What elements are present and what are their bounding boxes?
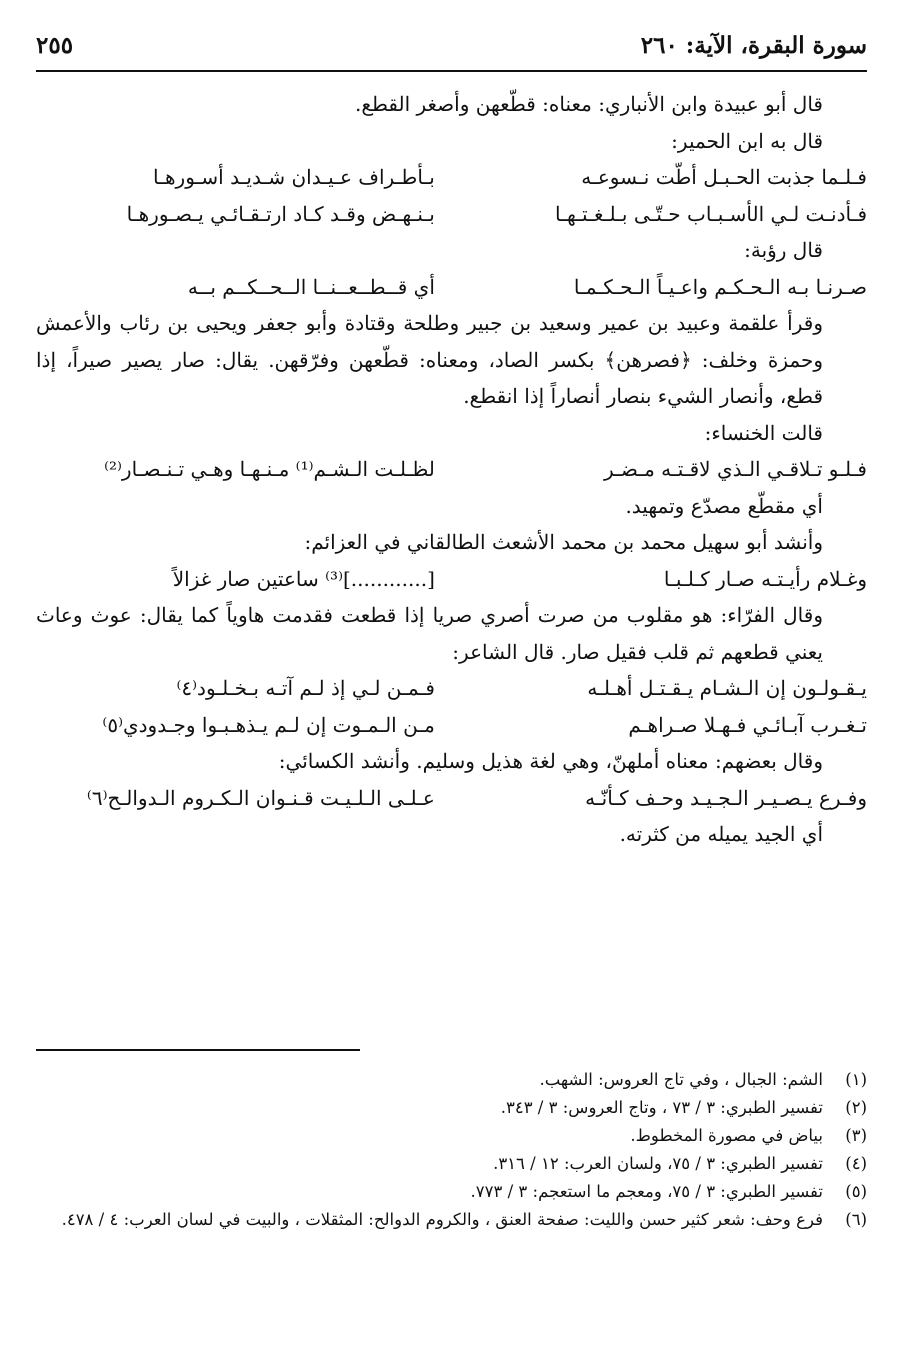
footnote-number: (١) xyxy=(845,1070,867,1089)
verse-line xyxy=(36,196,867,233)
paragraph: أي الجيد يميله من كثرته. xyxy=(619,822,823,846)
verse-line xyxy=(36,780,867,817)
verse-first-hemistich: فـأدنـت لـي الأسـبـاب حـتّـى بـلـغـتـهـا xyxy=(555,201,867,226)
paragraph: وأنشد أبو سهيل محمد بن محمد الأشعث الطالقاني في العزائم: xyxy=(304,530,823,554)
verse-line xyxy=(36,451,867,488)
footnote-text: تفسير الطبري: ٣ / ٧٣ ، وتاج العروس: ٣ / ٣٤٣. xyxy=(500,1098,823,1117)
verse-second-hemistich: أي قــطــعــنــا الــحــكــم بــه xyxy=(187,274,435,299)
paragraph: قال به ابن الحمير: xyxy=(671,128,823,153)
footnote xyxy=(36,1066,867,1094)
verse-first-hemistich: تـغـرب آبـائـي فـهـلا صـراهـم xyxy=(628,712,867,737)
verse-first-hemistich: وغـلام رأيـتـه صـار كـلـبـا xyxy=(663,566,867,591)
verse-first-hemistich: يـقـولـون إن الـشـام يـقـتـل أهـلـه xyxy=(587,676,867,700)
main-text xyxy=(36,86,867,853)
footnote-number: (٦) xyxy=(845,1210,867,1229)
verse-line xyxy=(36,707,867,744)
verse-line xyxy=(36,159,867,196)
verse-line xyxy=(36,269,867,306)
verse-second-hemistich: بـأطـراف عـيـدان شـديـد أسـورهـا xyxy=(153,165,435,189)
verse-second-hemistich: [............]⁽³⁾ ساعتين صار غزالاً xyxy=(172,566,435,591)
footnote-text: الشم: الجبال ، وفي تاج العروس: الشهب. xyxy=(539,1070,823,1089)
verse-second-hemistich: عـلـى الـلـيـت قـنـوان الـكـروم الـدوالـح⁽٦⁾ xyxy=(86,785,435,810)
verse-second-hemistich: فـمـن لـي إذ لـم آتـه بـخـلـود⁽٤⁾ xyxy=(176,676,435,700)
footnote xyxy=(36,1150,867,1178)
footnote-text: فرع وحف: شعر كثير حسن والليت: صفحة العنق ، والكروم الدوالح: المثقلات ، والبيت في لسان العرب: ٤ / ٤٧٨. xyxy=(61,1210,823,1229)
verse-line xyxy=(36,670,867,707)
footnote xyxy=(36,1178,867,1206)
verse-line xyxy=(36,561,867,598)
footnote-number: (٢) xyxy=(845,1098,867,1117)
footnote-divider xyxy=(36,1049,360,1051)
verse-first-hemistich: فـلـما جذبت الحـبـل أطّت نـسوعـه xyxy=(581,165,867,189)
footnote-number: (٤) xyxy=(845,1154,867,1173)
paragraph: وقرأ علقمة وعبيد بن عمير وسعيد بن جبير وطلحة وقتادة وأبو جعفر ويحيى بن رئاب والأعمش وحمزة وخلف: ﴿فصرهن﴾ بكسر الصاد، ومعناه: قطّعهن وفرّقهن. يقال: صار يصير صيراً، إذا قطع، وأنصار الشيء بنصار أنصاراً إذا انقطع. xyxy=(36,311,823,408)
footnote-text: بياض في مصورة المخطوط. xyxy=(630,1126,823,1145)
footnote xyxy=(36,1206,867,1234)
verse-first-hemistich: وفـرع يـصـيـر الـجـيـد وحـف كـأنّـه xyxy=(585,785,867,810)
paragraph: قال رؤبة: xyxy=(744,238,823,262)
paragraph: قال أبو عبيدة وابن الأنباري: معناه: قطّعهن وأصغر القطع. xyxy=(354,92,823,116)
header-title: سورة البقرة، الآية: ٢٦٠ xyxy=(640,32,867,59)
verse-first-hemistich: فـلـو تـلاقـي الـذي لاقـتـه مـضـر xyxy=(603,457,867,481)
verse-first-hemistich: صـرنـا بـه الـحـكـم واعـيـاً الـحـكـمـا xyxy=(573,274,867,299)
verse-second-hemistich: مـن الـمـوت إن لـم يـذهـبـوا وجـدودي⁽٥⁾ xyxy=(102,712,435,737)
verse-second-hemistich: بـنـهـض وقـد كـاد ارتـقـائـي يـصـورهـا xyxy=(126,201,435,226)
paragraph: قالت الخنساء: xyxy=(704,420,823,445)
footnote-text: تفسير الطبري: ٣ / ٧٥، ومعجم ما استعجم: ٣ / ٧٧٣. xyxy=(470,1182,823,1201)
paragraph: وقال الفرّاء: هو مقلوب من صرت أصري صريا إذا قطعت فقدمت هاوياً كما يقال: عوث وعاث يعني قطعهم ثم قلب فقيل صار. قال الشاعر: xyxy=(36,603,823,664)
footnote-number: (٣) xyxy=(845,1126,867,1145)
paragraph: أي مقطّع مصدّع وتمهيد. xyxy=(625,493,823,518)
footnote xyxy=(36,1094,867,1122)
footnote xyxy=(36,1122,867,1150)
page-number: ٢٥٥ xyxy=(36,32,74,59)
footnote-text: تفسير الطبري: ٣ / ٧٥، ولسان العرب: ١٢ / ٣١٦. xyxy=(493,1154,823,1173)
running-header xyxy=(36,28,867,68)
footnote-number: (٥) xyxy=(845,1182,867,1201)
header-divider xyxy=(36,70,867,72)
paragraph: وقال بعضهم: معناه أملهنّ، وهي لغة هذيل وسليم. وأنشد الكسائي: xyxy=(278,749,823,773)
footnotes xyxy=(36,1066,867,1234)
verse-second-hemistich: لظـلـت الـشـم⁽¹⁾ مـنـهـا وهـي تـنـصـار⁽²⁾ xyxy=(104,457,435,481)
